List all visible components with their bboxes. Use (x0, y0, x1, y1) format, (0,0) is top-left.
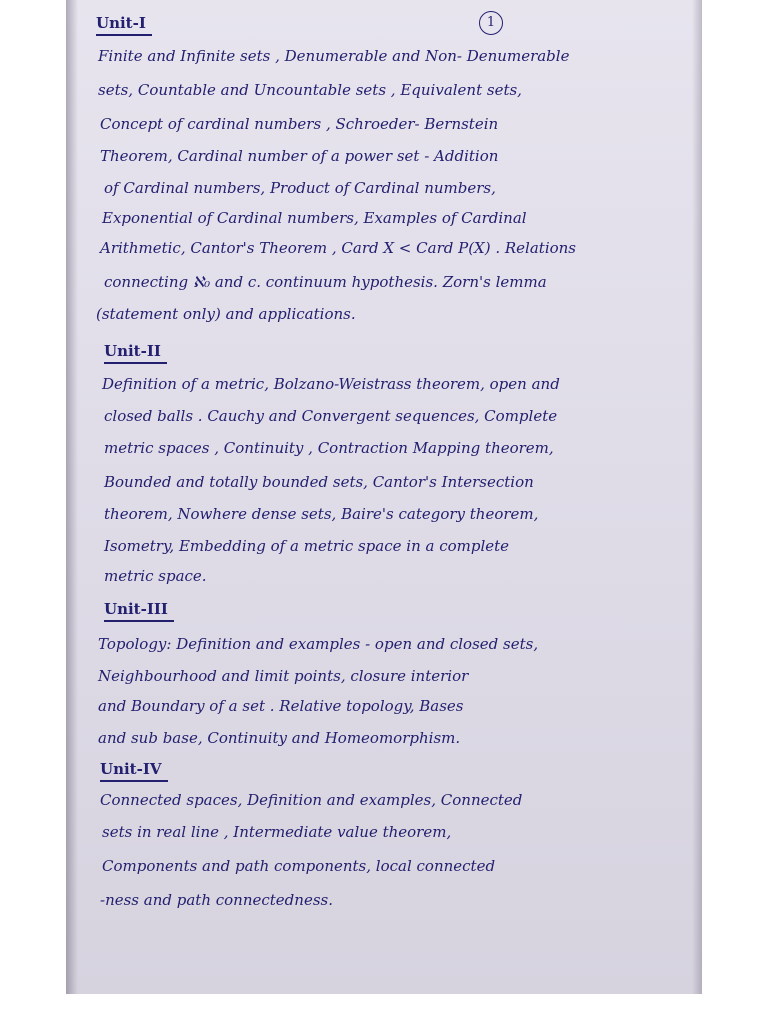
page-edge-shadow (66, 0, 78, 994)
unit-1-line: Concept of cardinal numbers , Schroeder- Bernstein (100, 115, 499, 133)
unit-1-line: (statement only) and applications. (96, 305, 356, 323)
unit-1-line: Exponential of Cardinal numbers, Examples of Cardinal (102, 209, 527, 227)
unit-2-line: Isometry, Embedding of a metric space in a complete (104, 537, 510, 555)
unit-1-line: Finite and Infinite sets , Denumerable and Non- Denumerable (98, 47, 570, 65)
page-edge-shadow (692, 0, 702, 994)
unit-2-line: Bounded and totally bounded sets, Cantor's Intersection (104, 473, 534, 491)
unit-4-line: Connected spaces, Definition and examples, Connected (100, 791, 523, 809)
unit-2-line: closed balls . Cauchy and Convergent sequences, Complete (104, 407, 558, 425)
unit-1-heading: Unit-I (96, 12, 152, 36)
unit-3-heading: Unit-III (104, 598, 174, 622)
unit-1-line: Arithmetic, Cantor's Theorem , Card X < Card P(X) . Relations (100, 239, 577, 257)
unit-3-line: Topology: Definition and examples - open and closed sets, (98, 635, 539, 653)
unit-4-line: Components and path components, local connected (102, 857, 496, 875)
unit-2-line: Definition of a metric, Bolzano-Weistrass theorem, open and (102, 375, 560, 393)
unit-4-line: -ness and path connectedness. (100, 891, 333, 909)
unit-2-heading: Unit-II (104, 340, 167, 364)
unit-1-line: Theorem, Cardinal number of a power set - Addition (100, 147, 499, 165)
unit-1-line: sets, Countable and Uncountable sets , Equivalent sets, (98, 81, 522, 99)
page-number: 1 (479, 11, 503, 35)
unit-2-line: metric space. (104, 567, 207, 585)
unit-2-line: theorem, Nowhere dense sets, Baire's category theorem, (104, 505, 539, 523)
notebook-page (66, 0, 702, 994)
unit-3-line: and sub base, Continuity and Homeomorphism. (98, 729, 461, 747)
unit-3-line: Neighbourhood and limit points, closure interior (98, 667, 469, 685)
unit-3-line: and Boundary of a set . Relative topology, Bases (98, 697, 464, 715)
unit-1-line: connecting ℵ₀ and c. continuum hypothesis. Zorn's lemma (104, 273, 547, 291)
unit-1-line: of Cardinal numbers, Product of Cardinal numbers, (104, 179, 496, 197)
unit-2-line: metric spaces , Continuity , Contraction Mapping theorem, (104, 439, 554, 457)
unit-4-line: sets in real line , Intermediate value theorem, (102, 823, 452, 841)
unit-4-heading: Unit-IV (100, 758, 168, 782)
